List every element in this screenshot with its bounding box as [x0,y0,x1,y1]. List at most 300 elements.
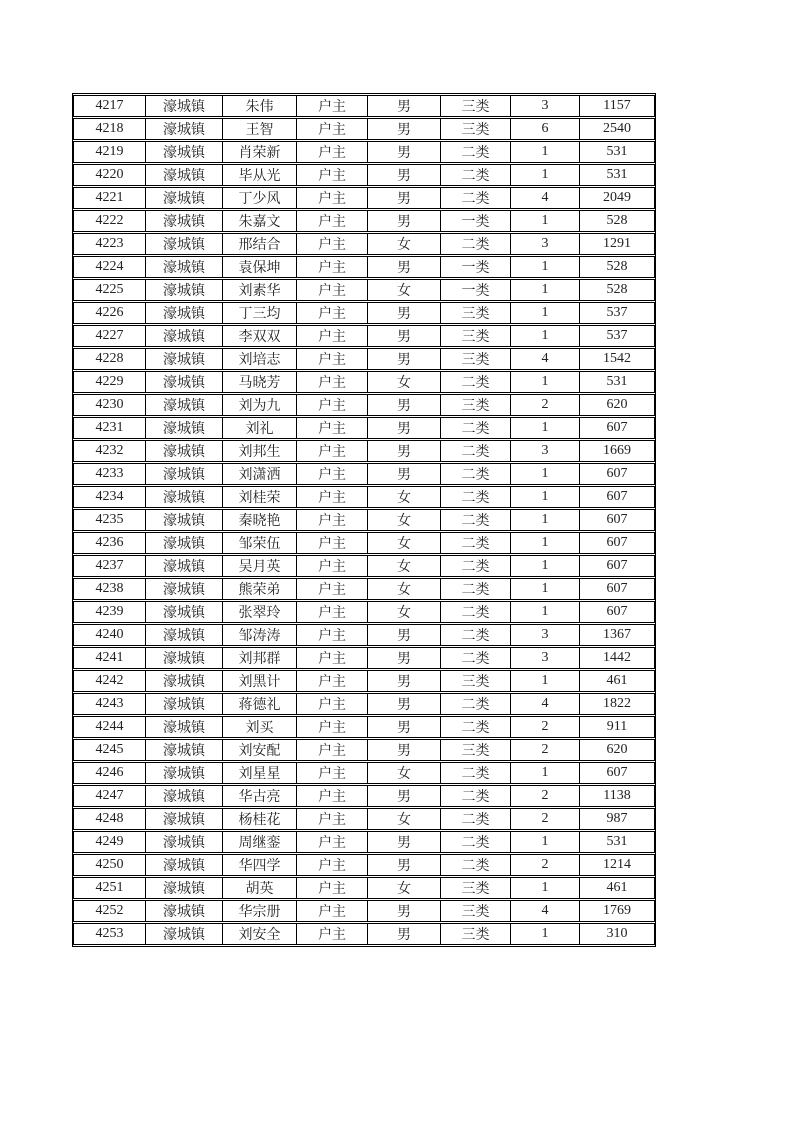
cell-name: 刘买 [223,716,297,738]
table-row [73,164,655,186]
cell-township: 濠城镇 [146,325,223,347]
cell-headcount: 3 [511,95,580,117]
cell-category: 二类 [441,371,511,393]
cell-serial-number: 4238 [73,578,146,600]
cell-relation: 户主 [297,509,368,531]
cell-gender: 男 [368,854,441,876]
cell-gender: 男 [368,302,441,324]
cell-headcount: 4 [511,348,580,370]
cell-relation: 户主 [297,371,368,393]
cell-township: 濠城镇 [146,187,223,209]
cell-headcount: 1 [511,486,580,508]
cell-amount: 607 [580,417,655,439]
cell-amount: 1822 [580,693,655,715]
table-row [73,141,655,163]
cell-serial-number: 4220 [73,164,146,186]
cell-gender: 男 [368,210,441,232]
cell-category: 二类 [441,578,511,600]
cell-name: 刘安全 [223,923,297,945]
cell-amount: 310 [580,923,655,945]
cell-headcount: 1 [511,164,580,186]
cell-name: 刘星星 [223,762,297,784]
cell-name: 朱嘉文 [223,210,297,232]
cell-township: 濠城镇 [146,762,223,784]
cell-serial-number: 4243 [73,693,146,715]
cell-serial-number: 4219 [73,141,146,163]
cell-headcount: 1 [511,210,580,232]
cell-relation: 户主 [297,233,368,255]
cell-amount: 1769 [580,900,655,922]
cell-gender: 女 [368,509,441,531]
table-row [73,923,655,945]
cell-gender: 男 [368,164,441,186]
cell-relation: 户主 [297,532,368,554]
cell-township: 濠城镇 [146,371,223,393]
cell-headcount: 1 [511,601,580,623]
cell-amount: 528 [580,210,655,232]
cell-township: 濠城镇 [146,95,223,117]
table-row [73,831,655,853]
cell-relation: 户主 [297,118,368,140]
cell-name: 毕从光 [223,164,297,186]
cell-name: 王智 [223,118,297,140]
cell-amount: 607 [580,555,655,577]
cell-name: 李双双 [223,325,297,347]
cell-township: 濠城镇 [146,440,223,462]
cell-relation: 户主 [297,808,368,830]
cell-serial-number: 4235 [73,509,146,531]
cell-serial-number: 4221 [73,187,146,209]
table-row [73,325,655,347]
cell-category: 一类 [441,279,511,301]
cell-name: 马晓芳 [223,371,297,393]
cell-name: 丁三均 [223,302,297,324]
cell-relation: 户主 [297,647,368,669]
cell-gender: 男 [368,394,441,416]
cell-township: 濠城镇 [146,486,223,508]
cell-category: 三类 [441,670,511,692]
cell-serial-number: 4225 [73,279,146,301]
cell-serial-number: 4250 [73,854,146,876]
cell-amount: 1138 [580,785,655,807]
cell-gender: 男 [368,693,441,715]
cell-serial-number: 4231 [73,417,146,439]
cell-category: 二类 [441,233,511,255]
cell-relation: 户主 [297,601,368,623]
cell-gender: 男 [368,739,441,761]
cell-serial-number: 4223 [73,233,146,255]
cell-gender: 男 [368,348,441,370]
table-row [73,624,655,646]
cell-gender: 男 [368,325,441,347]
cell-serial-number: 4248 [73,808,146,830]
cell-category: 二类 [441,532,511,554]
cell-headcount: 4 [511,900,580,922]
table-row [73,233,655,255]
cell-headcount: 3 [511,233,580,255]
cell-headcount: 2 [511,854,580,876]
cell-gender: 男 [368,463,441,485]
cell-gender: 男 [368,417,441,439]
cell-headcount: 6 [511,118,580,140]
cell-relation: 户主 [297,739,368,761]
cell-relation: 户主 [297,164,368,186]
cell-relation: 户主 [297,693,368,715]
cell-amount: 1442 [580,647,655,669]
cell-headcount: 3 [511,624,580,646]
cell-category: 三类 [441,118,511,140]
cell-category: 二类 [441,716,511,738]
cell-headcount: 1 [511,325,580,347]
cell-relation: 户主 [297,923,368,945]
cell-name: 蒋德礼 [223,693,297,715]
cell-township: 濠城镇 [146,831,223,853]
cell-township: 濠城镇 [146,279,223,301]
cell-category: 一类 [441,210,511,232]
table-row [73,532,655,554]
cell-headcount: 2 [511,785,580,807]
cell-township: 濠城镇 [146,624,223,646]
cell-township: 濠城镇 [146,348,223,370]
cell-relation: 户主 [297,854,368,876]
cell-serial-number: 4228 [73,348,146,370]
table-row [73,716,655,738]
cell-township: 濠城镇 [146,923,223,945]
cell-amount: 531 [580,141,655,163]
cell-category: 二类 [441,624,511,646]
cell-headcount: 1 [511,532,580,554]
cell-headcount: 1 [511,141,580,163]
cell-category: 二类 [441,164,511,186]
cell-headcount: 1 [511,923,580,945]
cell-serial-number: 4242 [73,670,146,692]
cell-headcount: 4 [511,187,580,209]
cell-name: 丁少风 [223,187,297,209]
cell-category: 二类 [441,141,511,163]
cell-relation: 户主 [297,463,368,485]
cell-gender: 男 [368,785,441,807]
cell-township: 濠城镇 [146,532,223,554]
table-row [73,95,655,117]
table-row [73,371,655,393]
cell-amount: 461 [580,670,655,692]
cell-name: 周继銮 [223,831,297,853]
cell-gender: 女 [368,808,441,830]
cell-gender: 男 [368,624,441,646]
cell-gender: 女 [368,486,441,508]
cell-township: 濠城镇 [146,233,223,255]
cell-gender: 女 [368,877,441,899]
cell-relation: 户主 [297,762,368,784]
cell-township: 濠城镇 [146,785,223,807]
cell-headcount: 4 [511,693,580,715]
cell-name: 华古亮 [223,785,297,807]
table-row [73,440,655,462]
cell-amount: 607 [580,532,655,554]
cell-category: 二类 [441,647,511,669]
cell-township: 濠城镇 [146,210,223,232]
cell-serial-number: 4237 [73,555,146,577]
table-row [73,762,655,784]
cell-serial-number: 4236 [73,532,146,554]
cell-amount: 528 [580,279,655,301]
cell-township: 濠城镇 [146,716,223,738]
cell-category: 三类 [441,877,511,899]
cell-township: 濠城镇 [146,854,223,876]
cell-headcount: 1 [511,279,580,301]
cell-category: 二类 [441,785,511,807]
cell-name: 邹荣伍 [223,532,297,554]
cell-headcount: 1 [511,302,580,324]
cell-name: 刘礼 [223,417,297,439]
cell-headcount: 1 [511,762,580,784]
cell-relation: 户主 [297,716,368,738]
cell-serial-number: 4245 [73,739,146,761]
cell-headcount: 1 [511,256,580,278]
cell-category: 二类 [441,693,511,715]
cell-gender: 女 [368,233,441,255]
cell-gender: 女 [368,555,441,577]
cell-relation: 户主 [297,256,368,278]
cell-relation: 户主 [297,555,368,577]
cell-serial-number: 4217 [73,95,146,117]
cell-relation: 户主 [297,486,368,508]
cell-amount: 620 [580,394,655,416]
cell-amount: 1542 [580,348,655,370]
cell-township: 濠城镇 [146,164,223,186]
cell-headcount: 2 [511,808,580,830]
cell-serial-number: 4240 [73,624,146,646]
cell-name: 华四学 [223,854,297,876]
cell-relation: 户主 [297,187,368,209]
cell-amount: 1157 [580,95,655,117]
table-row [73,256,655,278]
table-row [73,417,655,439]
table-row [73,348,655,370]
table-row [73,555,655,577]
cell-name: 朱伟 [223,95,297,117]
cell-amount: 607 [580,578,655,600]
cell-relation: 户主 [297,578,368,600]
cell-amount: 537 [580,325,655,347]
cell-gender: 男 [368,716,441,738]
cell-relation: 户主 [297,279,368,301]
cell-name: 刘培志 [223,348,297,370]
cell-township: 濠城镇 [146,256,223,278]
cell-gender: 女 [368,578,441,600]
cell-amount: 987 [580,808,655,830]
cell-category: 二类 [441,555,511,577]
cell-gender: 男 [368,923,441,945]
cell-serial-number: 4227 [73,325,146,347]
table-row [73,601,655,623]
cell-relation: 户主 [297,877,368,899]
cell-amount: 620 [580,739,655,761]
cell-serial-number: 4253 [73,923,146,945]
table-row [73,670,655,692]
cell-headcount: 3 [511,440,580,462]
cell-headcount: 1 [511,831,580,853]
cell-headcount: 1 [511,509,580,531]
cell-name: 刘安配 [223,739,297,761]
cell-amount: 537 [580,302,655,324]
cell-category: 三类 [441,348,511,370]
table-row [73,394,655,416]
cell-name: 熊荣弟 [223,578,297,600]
cell-township: 濠城镇 [146,808,223,830]
table-row [73,854,655,876]
cell-serial-number: 4251 [73,877,146,899]
cell-township: 濠城镇 [146,601,223,623]
table-row [73,900,655,922]
cell-serial-number: 4239 [73,601,146,623]
cell-serial-number: 4229 [73,371,146,393]
cell-gender: 男 [368,647,441,669]
cell-gender: 男 [368,95,441,117]
cell-name: 刘素华 [223,279,297,301]
cell-name: 邹涛涛 [223,624,297,646]
cell-gender: 男 [368,118,441,140]
table-row [73,785,655,807]
cell-gender: 男 [368,187,441,209]
cell-township: 濠城镇 [146,877,223,899]
table-row [73,739,655,761]
table-row [73,693,655,715]
cell-township: 濠城镇 [146,693,223,715]
cell-serial-number: 4244 [73,716,146,738]
cell-township: 濠城镇 [146,417,223,439]
cell-relation: 户主 [297,394,368,416]
cell-amount: 2540 [580,118,655,140]
cell-township: 濠城镇 [146,118,223,140]
cell-headcount: 2 [511,739,580,761]
cell-gender: 男 [368,141,441,163]
cell-category: 三类 [441,95,511,117]
cell-category: 三类 [441,302,511,324]
cell-serial-number: 4234 [73,486,146,508]
cell-category: 三类 [441,739,511,761]
cell-relation: 户主 [297,417,368,439]
cell-category: 二类 [441,509,511,531]
cell-serial-number: 4226 [73,302,146,324]
cell-amount: 531 [580,164,655,186]
cell-township: 濠城镇 [146,739,223,761]
cell-relation: 户主 [297,831,368,853]
cell-gender: 女 [368,279,441,301]
cell-serial-number: 4218 [73,118,146,140]
table-body [73,95,655,945]
table-row [73,647,655,669]
cell-headcount: 1 [511,463,580,485]
cell-name: 刘为九 [223,394,297,416]
cell-gender: 男 [368,256,441,278]
cell-relation: 户主 [297,141,368,163]
cell-relation: 户主 [297,348,368,370]
cell-name: 秦晓艳 [223,509,297,531]
cell-township: 濠城镇 [146,394,223,416]
cell-amount: 2049 [580,187,655,209]
cell-township: 濠城镇 [146,463,223,485]
cell-relation: 户主 [297,440,368,462]
cell-relation: 户主 [297,624,368,646]
table-row [73,509,655,531]
table-row [73,808,655,830]
cell-category: 三类 [441,923,511,945]
cell-category: 二类 [441,486,511,508]
cell-category: 二类 [441,440,511,462]
cell-name: 张翠玲 [223,601,297,623]
cell-headcount: 1 [511,555,580,577]
cell-relation: 户主 [297,785,368,807]
table-row [73,463,655,485]
household-subsidy-table [72,93,656,947]
cell-name: 刘潇洒 [223,463,297,485]
cell-relation: 户主 [297,95,368,117]
cell-amount: 1669 [580,440,655,462]
cell-gender: 男 [368,440,441,462]
cell-township: 濠城镇 [146,900,223,922]
cell-headcount: 3 [511,647,580,669]
cell-serial-number: 4224 [73,256,146,278]
table-row [73,578,655,600]
cell-township: 濠城镇 [146,670,223,692]
cell-township: 濠城镇 [146,555,223,577]
cell-amount: 607 [580,762,655,784]
table-row [73,118,655,140]
cell-township: 濠城镇 [146,302,223,324]
cell-relation: 户主 [297,900,368,922]
cell-gender: 女 [368,371,441,393]
cell-amount: 911 [580,716,655,738]
cell-serial-number: 4232 [73,440,146,462]
cell-relation: 户主 [297,210,368,232]
cell-gender: 男 [368,900,441,922]
cell-category: 二类 [441,601,511,623]
cell-township: 濠城镇 [146,141,223,163]
cell-name: 袁保坤 [223,256,297,278]
cell-serial-number: 4246 [73,762,146,784]
cell-category: 三类 [441,325,511,347]
cell-serial-number: 4230 [73,394,146,416]
cell-name: 肖荣新 [223,141,297,163]
cell-amount: 1291 [580,233,655,255]
cell-serial-number: 4241 [73,647,146,669]
cell-township: 濠城镇 [146,647,223,669]
cell-name: 华宗册 [223,900,297,922]
cell-amount: 607 [580,601,655,623]
cell-relation: 户主 [297,670,368,692]
cell-serial-number: 4247 [73,785,146,807]
cell-amount: 531 [580,371,655,393]
cell-category: 三类 [441,900,511,922]
cell-headcount: 1 [511,877,580,899]
cell-category: 二类 [441,187,511,209]
cell-headcount: 2 [511,716,580,738]
cell-amount: 607 [580,463,655,485]
table-row [73,187,655,209]
cell-amount: 1367 [580,624,655,646]
cell-serial-number: 4252 [73,900,146,922]
cell-category: 二类 [441,854,511,876]
cell-serial-number: 4222 [73,210,146,232]
cell-category: 二类 [441,417,511,439]
cell-name: 刘邦生 [223,440,297,462]
table-row [73,279,655,301]
cell-amount: 607 [580,509,655,531]
cell-amount: 528 [580,256,655,278]
cell-gender: 男 [368,831,441,853]
cell-amount: 531 [580,831,655,853]
